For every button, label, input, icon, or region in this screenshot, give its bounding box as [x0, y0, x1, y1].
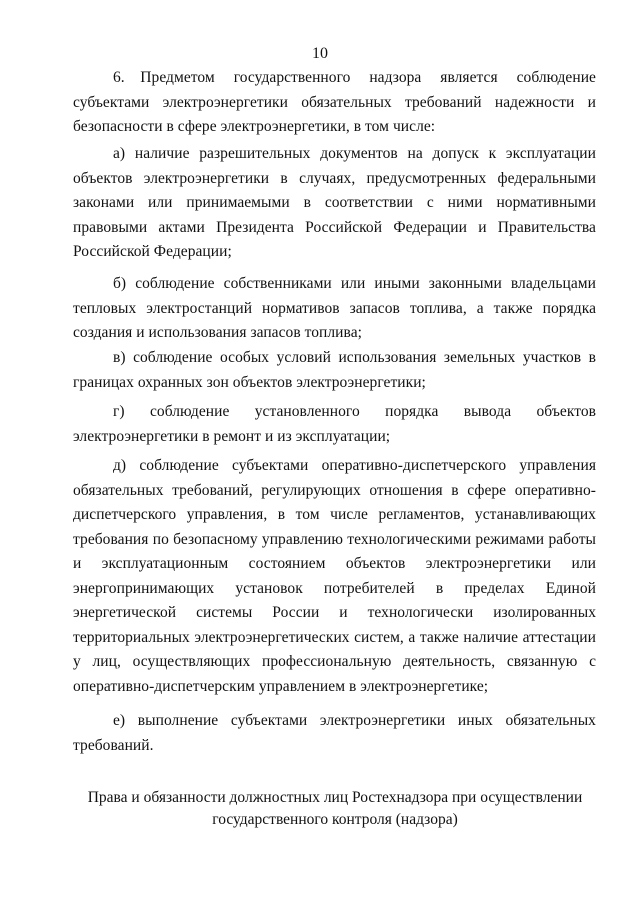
paragraph-subitem-d: д) соблюдение субъектами оперативно-диспетчерского управления обязательных требований, регулирующих отношения в сфере оперативно-диспетчерского управления, в том числе регламентов, устанавливающих требования по безопасному управлению технологическими режимами работы и эксплуатационным состоянием объектов электроэнергетики или энергопринимающих установок потребителей в пределах Единой энергетической системы России и технологически изолированных территориальных электроэнергетических систем, а также наличие аттестации у лиц, осуществляющих профессиональную деятельность, связанную с оперативно-диспетчерским управлением в электроэнергетике;	[73, 457, 596, 695]
paragraph-subitem-g: г) соблюдение установленного порядка вывода объектов электроэнергетики в ремонт и из эксплуатации;	[73, 403, 596, 445]
section-heading: Права и обязанности должностных лиц Ростехнадзора при осуществлении государственного контроля (надзора)	[87, 789, 583, 828]
paragraph-subitem-e: е) выполнение субъектами электроэнергетики иных обязательных требований.	[73, 712, 596, 754]
paragraph-subitem-b: б) соблюдение собственниками или иными законными владельцами тепловых электростанций нормативов запасов топлива, а также порядка создания и использования запасов топлива;	[73, 275, 596, 341]
paragraph-item-6: 6. Предметом государственного надзора является соблюдение субъектами электроэнергетики обязательных требований надежности и безопасности в сфере электроэнергетики, в том числе:	[73, 69, 596, 135]
paragraph-subitem-v: в) соблюдение особых условий использования земельных участков в границах охранных зон объектов электроэнергетики;	[73, 349, 596, 391]
page-number: 10	[312, 45, 328, 62]
paragraph-subitem-a: а) наличие разрешительных документов на допуск к эксплуатации объектов электроэнергетики в случаях, предусмотренных федеральными законами или принимаемыми в соответствии с ними нормативными правовыми актами Президента Российской Федерации и Правительства Российской Федерации;	[73, 145, 596, 260]
